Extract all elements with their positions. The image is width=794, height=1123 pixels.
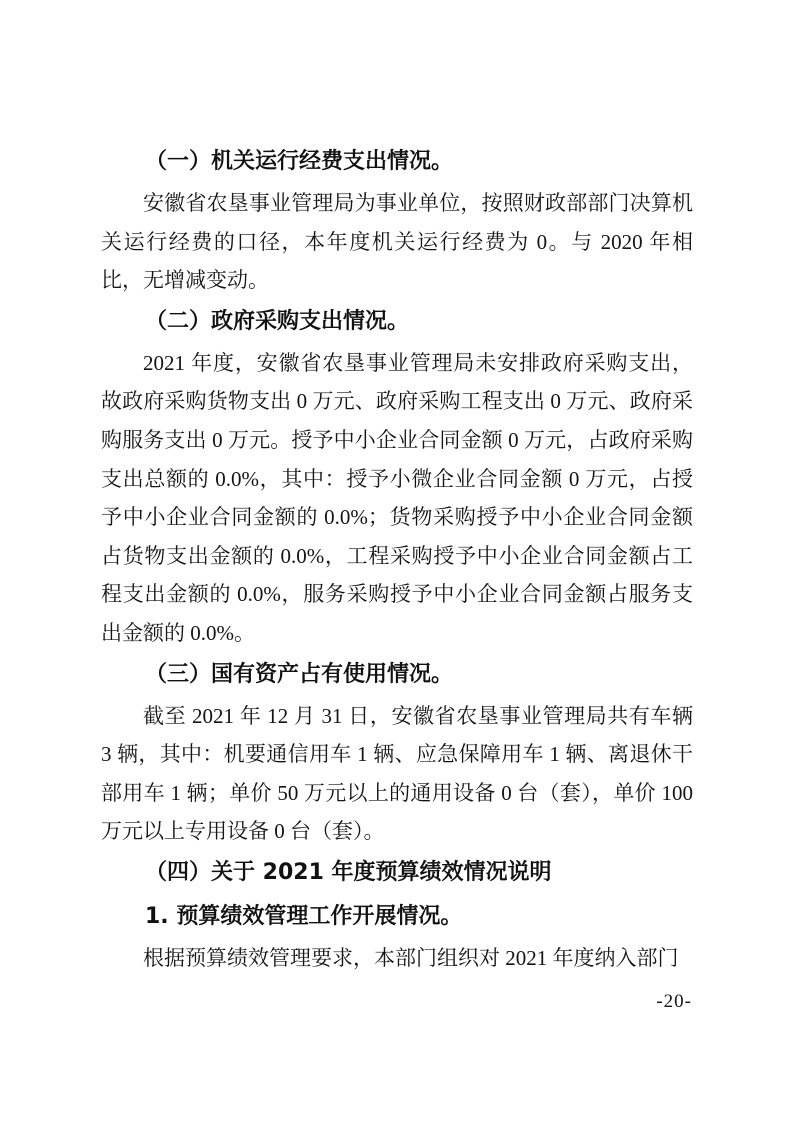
section-3-paragraph: 截至 2021 年 12 月 31 日，安徽省农垦事业管理局共有车辆 3 辆，其中：机要通信用车 1 辆、应急保障用车 1 辆、离退休干部用车 1 辆；单价 50 万元以上的通用设备 0 台（套），单价 100 万元以上专用设备 0 台（套）。 (101, 703, 693, 844)
section-heading-1: （一）机关运行经费支出情况。 (145, 149, 454, 174)
page-number: -20- (656, 991, 692, 1012)
section-4-paragraph: 根据预算绩效管理要求，本部门组织对 2021 年度纳入部门 (143, 945, 679, 970)
section-1-paragraph: 安徽省农垦事业管理局为事业单位，按照财政部部门决算机关运行经费的口径，本年度机关运行经费为 0。与 2020 年相比，无增减变动。 (101, 191, 693, 293)
section-heading-2: （二）政府采购支出情况。 (145, 308, 410, 334)
section-heading-3: （三）国有资产占有使用情况。 (145, 661, 454, 687)
section-heading-4: （四）关于 2021 年度预算绩效情况说明 (145, 859, 552, 885)
document-content (101, 140, 693, 978)
section-2-paragraph: 2021 年度，安徽省农垦事业管理局未安排政府采购支出，故政府采购货物支出 0 万元、政府采购工程支出 0 万元、政府采购服务支出 0 万元。授予中小企业合同金额 0 万元，占政府采购支出总额的 0.0%，其中：授予小微企业合同金额 0 万元，占授予中小企业合同金额的 0.0%；货物采购授予中小企业合同金额占货物支出金额的 0.0%，工程采购授予中小企业合同金额占工程支出金额的 0.0%，服务采购授予中小企业合同金额占服务支出金额的 0.0%。 (101, 350, 693, 645)
section-4-subheading-1: 1. 预算绩效管理工作开展情况。 (145, 903, 463, 929)
